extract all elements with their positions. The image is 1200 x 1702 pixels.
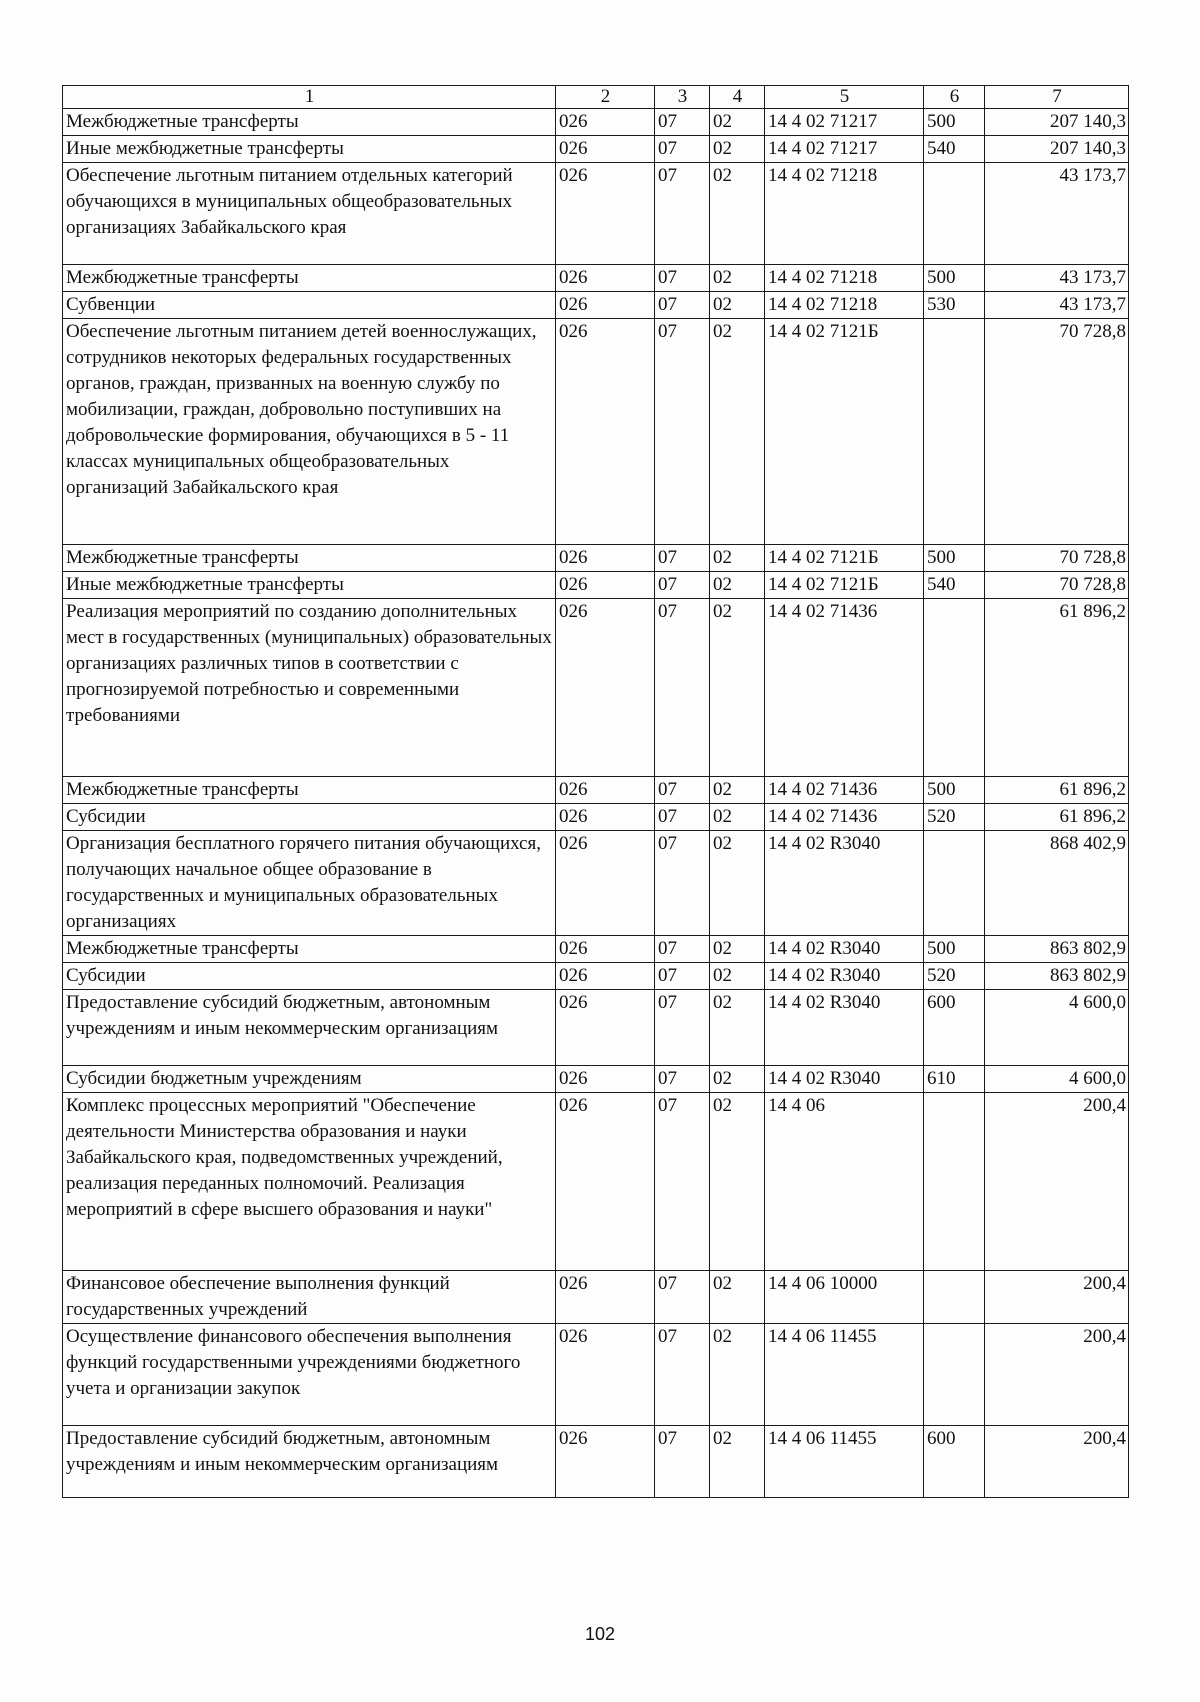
- row-amount-cell: 61 896,2: [985, 777, 1129, 804]
- row-section-cell: 07: [655, 163, 710, 265]
- row-subsection-cell: 02: [710, 804, 765, 831]
- row-chapter-cell: 026: [556, 163, 655, 265]
- row-section-cell: 07: [655, 990, 710, 1066]
- row-name-cell: Субсидии бюджетным учреждениям: [63, 1066, 556, 1093]
- row-name-cell: Осуществление финансового обеспечения выполнения функций государственными учреждениями бюджетного учета и организации закупок: [63, 1324, 556, 1426]
- row-type-cell: 610: [924, 1066, 985, 1093]
- row-target-cell: 14 4 02 71436: [765, 599, 924, 777]
- row-subsection-cell: 02: [710, 936, 765, 963]
- row-type-cell: [924, 1093, 985, 1271]
- row-chapter-cell: 026: [556, 1426, 655, 1498]
- row-target-cell: 14 4 02 R3040: [765, 1066, 924, 1093]
- row-chapter-cell: 026: [556, 1271, 655, 1324]
- row-amount-cell: 43 173,7: [985, 265, 1129, 292]
- row-chapter-cell: 026: [556, 265, 655, 292]
- row-amount-cell: 200,4: [985, 1093, 1129, 1271]
- row-name-cell: Субсидии: [63, 804, 556, 831]
- row-name-cell: Финансовое обеспечение выполнения функций государственных учреждений: [63, 1271, 556, 1324]
- row-target-cell: 14 4 02 71218: [765, 292, 924, 319]
- row-target-cell: 14 4 02 R3040: [765, 831, 924, 936]
- row-type-cell: [924, 1324, 985, 1426]
- table-row: [63, 545, 1129, 572]
- table-row: [63, 265, 1129, 292]
- row-name-cell: Организация бесплатного горячего питания обучающихся, получающих начальное общее образование в государственных и муниципальных образовательных организациях: [63, 831, 556, 936]
- row-name-cell: Субсидии: [63, 963, 556, 990]
- budget-table: [62, 85, 1129, 1498]
- row-target-cell: 14 4 02 71436: [765, 804, 924, 831]
- row-type-cell: 600: [924, 1426, 985, 1498]
- row-amount-cell: 207 140,3: [985, 109, 1129, 136]
- row-amount-cell: 61 896,2: [985, 804, 1129, 831]
- row-section-cell: 07: [655, 936, 710, 963]
- row-section-cell: 07: [655, 777, 710, 804]
- row-subsection-cell: 02: [710, 265, 765, 292]
- row-type-cell: [924, 831, 985, 936]
- row-target-cell: 14 4 06 11455: [765, 1324, 924, 1426]
- row-chapter-cell: 026: [556, 109, 655, 136]
- row-amount-cell: 70 728,8: [985, 545, 1129, 572]
- row-chapter-cell: 026: [556, 319, 655, 545]
- table-row: [63, 777, 1129, 804]
- table-row: [63, 292, 1129, 319]
- row-section-cell: 07: [655, 319, 710, 545]
- page-number: 102: [584, 1624, 616, 1644]
- row-type-cell: 540: [924, 572, 985, 599]
- row-section-cell: 07: [655, 1271, 710, 1324]
- table-row: [63, 136, 1129, 163]
- row-name-cell: Обеспечение льготным питанием детей военнослужащих, сотрудников некоторых федеральных государственных органов, граждан, призванных на военную службу по мобилизации, граждан, добровольно поступивших на добровольческие формирования, обучающихся в 5 - 11 классах муниципальных общеобразовательных организаций Забайкальского края: [63, 319, 556, 545]
- header-col-6: 6: [924, 86, 985, 109]
- row-name-cell: Комплекс процессных мероприятий "Обеспечение деятельности Министерства образования и науки Забайкальского края, подведомственных учреждений, реализация переданных полномочий. Реализация мероприятий в сфере высшего образования и науки": [63, 1093, 556, 1271]
- row-type-cell: 500: [924, 936, 985, 963]
- row-name-cell: Межбюджетные трансферты: [63, 545, 556, 572]
- row-amount-cell: 863 802,9: [985, 963, 1129, 990]
- table-row: [63, 963, 1129, 990]
- row-target-cell: 14 4 02 R3040: [765, 936, 924, 963]
- row-name-cell: Межбюджетные трансферты: [63, 936, 556, 963]
- row-amount-cell: 207 140,3: [985, 136, 1129, 163]
- row-subsection-cell: 02: [710, 1093, 765, 1271]
- row-section-cell: 07: [655, 572, 710, 599]
- table-body: [63, 109, 1129, 1498]
- row-target-cell: 14 4 02 71436: [765, 777, 924, 804]
- row-subsection-cell: 02: [710, 545, 765, 572]
- table-row: [63, 1093, 1129, 1271]
- table-row: [63, 163, 1129, 265]
- row-amount-cell: 43 173,7: [985, 163, 1129, 265]
- row-section-cell: 07: [655, 265, 710, 292]
- row-subsection-cell: 02: [710, 1066, 765, 1093]
- row-target-cell: 14 4 02 71217: [765, 109, 924, 136]
- row-subsection-cell: 02: [710, 109, 765, 136]
- row-type-cell: 500: [924, 109, 985, 136]
- row-subsection-cell: 02: [710, 1271, 765, 1324]
- table-row: [63, 1066, 1129, 1093]
- row-chapter-cell: 026: [556, 292, 655, 319]
- row-amount-cell: 4 600,0: [985, 990, 1129, 1066]
- row-subsection-cell: 02: [710, 777, 765, 804]
- row-section-cell: 07: [655, 599, 710, 777]
- row-name-cell: Иные межбюджетные трансферты: [63, 136, 556, 163]
- table-row: [63, 804, 1129, 831]
- header-col-1: 1: [63, 86, 556, 109]
- row-amount-cell: 61 896,2: [985, 599, 1129, 777]
- row-amount-cell: 43 173,7: [985, 292, 1129, 319]
- row-target-cell: 14 4 02 71218: [765, 163, 924, 265]
- row-name-cell: Межбюджетные трансферты: [63, 265, 556, 292]
- table-row: [63, 109, 1129, 136]
- row-chapter-cell: 026: [556, 1324, 655, 1426]
- row-chapter-cell: 026: [556, 599, 655, 777]
- row-chapter-cell: 026: [556, 831, 655, 936]
- table-row: [63, 831, 1129, 936]
- row-type-cell: [924, 599, 985, 777]
- row-type-cell: [924, 163, 985, 265]
- table-row: [63, 990, 1129, 1066]
- row-type-cell: [924, 1271, 985, 1324]
- table-row: [63, 1324, 1129, 1426]
- row-target-cell: 14 4 02 R3040: [765, 990, 924, 1066]
- table-row: [63, 572, 1129, 599]
- row-name-cell: Предоставление субсидий бюджетным, автономным учреждениям и иным некоммерческим организациям: [63, 990, 556, 1066]
- row-amount-cell: 200,4: [985, 1426, 1129, 1498]
- row-target-cell: 14 4 02 R3040: [765, 963, 924, 990]
- row-subsection-cell: 02: [710, 990, 765, 1066]
- table-row: [63, 599, 1129, 777]
- row-subsection-cell: 02: [710, 163, 765, 265]
- row-subsection-cell: 02: [710, 963, 765, 990]
- row-chapter-cell: 026: [556, 777, 655, 804]
- row-amount-cell: 200,4: [985, 1271, 1129, 1324]
- row-subsection-cell: 02: [710, 1324, 765, 1426]
- row-chapter-cell: 026: [556, 804, 655, 831]
- table-row: [63, 319, 1129, 545]
- row-subsection-cell: 02: [710, 136, 765, 163]
- row-subsection-cell: 02: [710, 292, 765, 319]
- header-col-3: 3: [655, 86, 710, 109]
- header-col-4: 4: [710, 86, 765, 109]
- row-subsection-cell: 02: [710, 572, 765, 599]
- row-type-cell: 500: [924, 777, 985, 804]
- row-subsection-cell: 02: [710, 831, 765, 936]
- row-type-cell: 600: [924, 990, 985, 1066]
- row-section-cell: 07: [655, 1066, 710, 1093]
- row-amount-cell: 863 802,9: [985, 936, 1129, 963]
- row-chapter-cell: 026: [556, 1066, 655, 1093]
- row-name-cell: Иные межбюджетные трансферты: [63, 572, 556, 599]
- row-name-cell: Обеспечение льготным питанием отдельных категорий обучающихся в муниципальных общеобразовательных организациях Забайкальского края: [63, 163, 556, 265]
- row-section-cell: 07: [655, 136, 710, 163]
- row-target-cell: 14 4 02 71217: [765, 136, 924, 163]
- row-target-cell: 14 4 02 7121Б: [765, 545, 924, 572]
- row-type-cell: 530: [924, 292, 985, 319]
- row-section-cell: 07: [655, 1093, 710, 1271]
- row-section-cell: 07: [655, 831, 710, 936]
- row-target-cell: 14 4 06: [765, 1093, 924, 1271]
- row-section-cell: 07: [655, 292, 710, 319]
- row-type-cell: 500: [924, 265, 985, 292]
- row-target-cell: 14 4 02 7121Б: [765, 572, 924, 599]
- row-chapter-cell: 026: [556, 136, 655, 163]
- row-section-cell: 07: [655, 963, 710, 990]
- row-amount-cell: 70 728,8: [985, 319, 1129, 545]
- header-col-5: 5: [765, 86, 924, 109]
- row-target-cell: 14 4 02 7121Б: [765, 319, 924, 545]
- row-chapter-cell: 026: [556, 545, 655, 572]
- row-amount-cell: 200,4: [985, 1324, 1129, 1426]
- row-subsection-cell: 02: [710, 599, 765, 777]
- header-col-2: 2: [556, 86, 655, 109]
- row-name-cell: Межбюджетные трансферты: [63, 109, 556, 136]
- row-name-cell: Субвенции: [63, 292, 556, 319]
- table-row: [63, 1426, 1129, 1498]
- row-target-cell: 14 4 02 71218: [765, 265, 924, 292]
- row-amount-cell: 4 600,0: [985, 1066, 1129, 1093]
- row-chapter-cell: 026: [556, 963, 655, 990]
- row-name-cell: Предоставление субсидий бюджетным, автономным учреждениям и иным некоммерческим организациям: [63, 1426, 556, 1498]
- row-type-cell: [924, 319, 985, 545]
- row-chapter-cell: 026: [556, 990, 655, 1066]
- row-target-cell: 14 4 06 10000: [765, 1271, 924, 1324]
- row-chapter-cell: 026: [556, 936, 655, 963]
- row-subsection-cell: 02: [710, 319, 765, 545]
- table-row: [63, 936, 1129, 963]
- row-chapter-cell: 026: [556, 1093, 655, 1271]
- row-section-cell: 07: [655, 804, 710, 831]
- row-section-cell: 07: [655, 1324, 710, 1426]
- row-amount-cell: 70 728,8: [985, 572, 1129, 599]
- row-type-cell: 520: [924, 804, 985, 831]
- row-section-cell: 07: [655, 1426, 710, 1498]
- row-chapter-cell: 026: [556, 572, 655, 599]
- row-target-cell: 14 4 06 11455: [765, 1426, 924, 1498]
- header-row: [63, 86, 1129, 109]
- row-section-cell: 07: [655, 545, 710, 572]
- row-name-cell: Межбюджетные трансферты: [63, 777, 556, 804]
- row-name-cell: Реализация мероприятий по созданию дополнительных мест в государственных (муниципальных) образовательных организациях различных типов в соответствии с прогнозируемой потребностью и современными требованиями: [63, 599, 556, 777]
- row-type-cell: 540: [924, 136, 985, 163]
- table-row: [63, 1271, 1129, 1324]
- row-type-cell: 520: [924, 963, 985, 990]
- row-amount-cell: 868 402,9: [985, 831, 1129, 936]
- row-subsection-cell: 02: [710, 1426, 765, 1498]
- header-col-7: 7: [985, 86, 1129, 109]
- row-section-cell: 07: [655, 109, 710, 136]
- row-type-cell: 500: [924, 545, 985, 572]
